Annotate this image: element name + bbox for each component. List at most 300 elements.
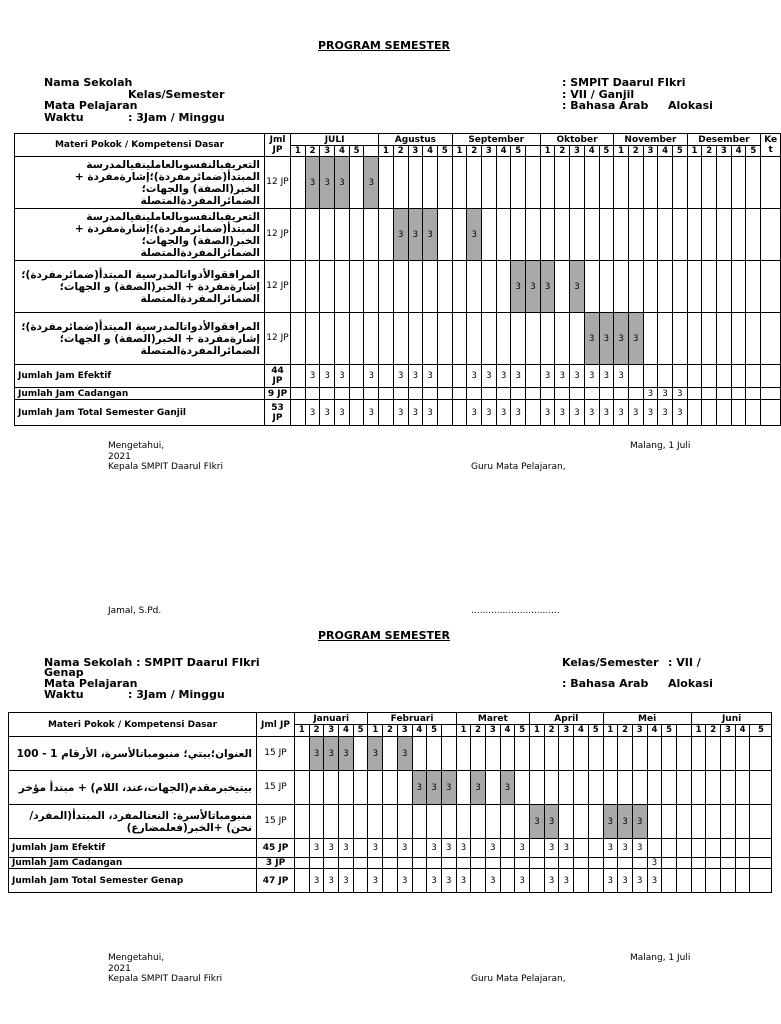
week-cell bbox=[383, 805, 398, 839]
summary-week-cell: 3 bbox=[393, 365, 408, 388]
summary-week-cell: 3 bbox=[320, 365, 335, 388]
week-number: 3 bbox=[721, 725, 736, 737]
col-ket-header: Ke t bbox=[761, 134, 781, 157]
week-cell bbox=[482, 261, 497, 313]
summary-week-cell: 3 bbox=[618, 869, 633, 893]
summary-week-cell bbox=[526, 365, 541, 388]
summary-week-cell bbox=[599, 388, 614, 400]
summary-week-cell bbox=[628, 365, 643, 388]
doc-title-genap: PROGRAM SEMESTER bbox=[318, 629, 450, 642]
week-number: 2 bbox=[618, 725, 633, 737]
summary-jp: 44 JP bbox=[265, 365, 291, 388]
week-number: 2 bbox=[544, 725, 559, 737]
summary-week-cell bbox=[397, 858, 412, 869]
summary-week-cell: 3 bbox=[511, 400, 526, 426]
week-cell bbox=[511, 209, 526, 261]
summary-week-cell: 3 bbox=[482, 400, 497, 426]
summary-week-cell bbox=[662, 839, 677, 858]
week-cell bbox=[702, 209, 717, 261]
ket-cell bbox=[761, 261, 781, 313]
summary-week-cell: 3 bbox=[335, 400, 350, 426]
summary-row bbox=[15, 400, 781, 426]
summary-jp: 9 JP bbox=[265, 388, 291, 400]
week-cell bbox=[676, 771, 691, 805]
summary-week-cell bbox=[368, 858, 383, 869]
week-cell bbox=[628, 157, 643, 209]
summary-week-cell: 3 bbox=[408, 365, 423, 388]
week-cell bbox=[618, 737, 633, 771]
week-cell bbox=[393, 261, 408, 313]
doc-title-ganjil: PROGRAM SEMESTER bbox=[318, 39, 450, 52]
summary-week-cell: 3 bbox=[540, 365, 555, 388]
week-cell bbox=[559, 771, 574, 805]
week-cell bbox=[721, 737, 736, 771]
month-header: Januari bbox=[295, 713, 368, 725]
summary-week-cell bbox=[364, 388, 379, 400]
summary-week-cell: 3 bbox=[647, 858, 662, 869]
mengetahui-text: Mengetahui, bbox=[108, 441, 165, 451]
scheduled-week-cell: 3 bbox=[632, 805, 647, 839]
summary-week-cell: 3 bbox=[339, 869, 354, 893]
ket-cell bbox=[761, 313, 781, 365]
week-number: 4 bbox=[496, 146, 511, 157]
scheduled-week-cell: 3 bbox=[320, 157, 335, 209]
summary-week-cell bbox=[452, 388, 467, 400]
materi-text: بيتيخبرمقدم(الجهات،عند، اللام) + مبتدأ مؤخر bbox=[9, 771, 257, 805]
waktu-label-genap: Waktu bbox=[44, 688, 84, 701]
month-header: JULI bbox=[291, 134, 379, 146]
week-number: 4 bbox=[423, 146, 438, 157]
summary-week-cell bbox=[291, 388, 306, 400]
week-cell bbox=[412, 737, 427, 771]
col-jml-header: Jml JP bbox=[257, 713, 295, 737]
week-number: 1 bbox=[456, 725, 471, 737]
summary-week-cell bbox=[353, 869, 368, 893]
summary-week-cell bbox=[721, 869, 736, 893]
week-cell bbox=[423, 157, 438, 209]
summary-week-cell: 3 bbox=[603, 869, 618, 893]
kelas-label: Kelas/Semester bbox=[128, 88, 225, 101]
week-number: 3 bbox=[324, 725, 339, 737]
summary-week-cell bbox=[662, 869, 677, 893]
nama-kepala-text: Jamal, S.Pd. bbox=[108, 606, 162, 616]
summary-week-cell bbox=[324, 858, 339, 869]
scheduled-week-cell: 3 bbox=[599, 313, 614, 365]
week-number: 5 bbox=[427, 725, 442, 737]
summary-week-cell bbox=[383, 869, 398, 893]
week-cell bbox=[702, 261, 717, 313]
week-cell bbox=[397, 805, 412, 839]
summary-week-cell bbox=[691, 858, 706, 869]
scheduled-week-cell: 3 bbox=[500, 771, 515, 805]
week-number: 3 bbox=[643, 146, 658, 157]
summary-week-cell: 3 bbox=[555, 365, 570, 388]
week-cell bbox=[437, 313, 452, 365]
week-number: 2 bbox=[393, 146, 408, 157]
summary-week-cell bbox=[731, 365, 746, 388]
scheduled-week-cell: 3 bbox=[511, 261, 526, 313]
week-cell bbox=[526, 313, 541, 365]
summary-week-cell bbox=[647, 839, 662, 858]
week-cell bbox=[735, 771, 750, 805]
week-number: 2 bbox=[706, 725, 721, 737]
jp-value: 12 JP bbox=[265, 157, 291, 209]
summary-week-cell: 3 bbox=[427, 869, 442, 893]
week-cell bbox=[305, 261, 320, 313]
ket-cell bbox=[761, 157, 781, 209]
summary-week-cell: 3 bbox=[570, 365, 585, 388]
week-cell bbox=[544, 771, 559, 805]
week-cell bbox=[643, 261, 658, 313]
summary-week-cell bbox=[588, 858, 603, 869]
summary-week-cell: 3 bbox=[339, 839, 354, 858]
summary-week-cell bbox=[339, 858, 354, 869]
scheduled-week-cell: 3 bbox=[526, 261, 541, 313]
materi-row bbox=[15, 313, 781, 365]
week-cell bbox=[717, 313, 732, 365]
week-cell bbox=[588, 771, 603, 805]
scheduled-week-cell: 3 bbox=[540, 261, 555, 313]
summary-week-cell bbox=[544, 858, 559, 869]
summary-week-cell: 3 bbox=[643, 388, 658, 400]
ket-cell bbox=[750, 858, 772, 869]
summary-week-cell bbox=[291, 400, 306, 426]
summary-week-cell: 3 bbox=[603, 839, 618, 858]
header-row-months bbox=[9, 713, 772, 725]
summary-week-cell bbox=[555, 388, 570, 400]
scheduled-week-cell: 3 bbox=[408, 209, 423, 261]
week-cell bbox=[559, 805, 574, 839]
week-cell bbox=[500, 805, 515, 839]
week-cell bbox=[584, 209, 599, 261]
week-cell bbox=[643, 313, 658, 365]
week-cell bbox=[643, 209, 658, 261]
week-cell bbox=[353, 805, 368, 839]
week-number: 4 bbox=[574, 725, 589, 737]
guru-mapel-text: Guru Mata Pelajaran, bbox=[471, 462, 566, 472]
nama-sekolah-label: Nama Sekolah bbox=[44, 76, 133, 89]
schedule-table-genap bbox=[8, 712, 772, 893]
month-header: Mei bbox=[603, 713, 691, 725]
summary-week-cell: 3 bbox=[647, 869, 662, 893]
week-number: 5 bbox=[515, 725, 530, 737]
scheduled-week-cell: 3 bbox=[544, 805, 559, 839]
week-cell bbox=[393, 157, 408, 209]
week-cell bbox=[643, 157, 658, 209]
week-cell bbox=[368, 805, 383, 839]
scheduled-week-cell: 3 bbox=[335, 157, 350, 209]
week-number: 5 bbox=[437, 146, 452, 157]
week-cell bbox=[691, 805, 706, 839]
summary-week-cell bbox=[735, 858, 750, 869]
summary-week-cell bbox=[515, 858, 530, 869]
summary-week-cell: 3 bbox=[658, 388, 673, 400]
summary-week-cell bbox=[574, 869, 589, 893]
tanggal-text: Malang, 1 Juli bbox=[630, 441, 691, 451]
summary-week-cell bbox=[588, 839, 603, 858]
mapel-value-genap: : Bahasa Arab bbox=[562, 677, 649, 690]
summary-week-cell: 3 bbox=[305, 365, 320, 388]
ket-cell bbox=[750, 771, 772, 805]
summary-week-cell bbox=[530, 869, 545, 893]
summary-week-cell bbox=[467, 388, 482, 400]
week-cell bbox=[397, 771, 412, 805]
summary-week-cell bbox=[588, 869, 603, 893]
scheduled-week-cell: 3 bbox=[339, 737, 354, 771]
scheduled-week-cell: 3 bbox=[584, 313, 599, 365]
summary-week-cell bbox=[746, 388, 761, 400]
materi-text: المرافقوالأدواتالمدرسية المبتدأ(ضمائرمفردة)؛ إشارةمفردة + الخبر(الصفة) و الجهات؛ الضمائرالمفردةالمتصلة bbox=[15, 261, 265, 313]
week-cell bbox=[672, 209, 687, 261]
week-cell bbox=[349, 261, 364, 313]
genap-word: Genap bbox=[44, 666, 84, 679]
week-cell bbox=[555, 261, 570, 313]
week-number: 2 bbox=[305, 146, 320, 157]
summary-week-cell bbox=[496, 388, 511, 400]
summary-week-cell: 3 bbox=[555, 400, 570, 426]
week-cell bbox=[291, 261, 306, 313]
summary-week-cell bbox=[676, 858, 691, 869]
mapel-label-genap: Mata Pelajaran bbox=[44, 677, 138, 690]
week-number bbox=[441, 725, 456, 737]
scheduled-week-cell: 3 bbox=[393, 209, 408, 261]
summary-week-cell bbox=[731, 388, 746, 400]
summary-label: Jumlah Jam Efektif bbox=[9, 839, 257, 858]
summary-week-cell: 3 bbox=[368, 839, 383, 858]
week-cell bbox=[471, 805, 486, 839]
week-cell bbox=[515, 805, 530, 839]
week-number: 4 bbox=[500, 725, 515, 737]
summary-week-cell: 3 bbox=[599, 400, 614, 426]
week-cell bbox=[706, 771, 721, 805]
summary-week-cell bbox=[676, 839, 691, 858]
week-cell bbox=[500, 737, 515, 771]
week-number: 3 bbox=[717, 146, 732, 157]
week-cell bbox=[570, 313, 585, 365]
week-cell bbox=[437, 209, 452, 261]
summary-week-cell bbox=[437, 388, 452, 400]
week-cell bbox=[349, 157, 364, 209]
week-cell bbox=[496, 157, 511, 209]
summary-week-cell: 3 bbox=[485, 839, 500, 858]
summary-week-cell bbox=[706, 858, 721, 869]
waktu-value: : 3Jam / Minggu bbox=[128, 111, 225, 124]
week-cell bbox=[544, 737, 559, 771]
summary-week-cell bbox=[676, 869, 691, 893]
materi-text: العنوان؛بيتي؛ منبومباتالأسرة، الأرقام 1 - 100 bbox=[9, 737, 257, 771]
mengetahui-text-genap: Mengetahui, bbox=[108, 953, 165, 963]
summary-week-cell: 3 bbox=[584, 365, 599, 388]
week-cell bbox=[691, 737, 706, 771]
week-number: 1 bbox=[368, 725, 383, 737]
week-number: 3 bbox=[482, 146, 497, 157]
scheduled-week-cell: 3 bbox=[628, 313, 643, 365]
week-cell bbox=[702, 157, 717, 209]
summary-label: Jumlah Jam Total Semester Genap bbox=[9, 869, 257, 893]
week-cell bbox=[540, 313, 555, 365]
week-cell bbox=[746, 157, 761, 209]
week-cell bbox=[364, 313, 379, 365]
week-cell bbox=[379, 209, 394, 261]
summary-week-cell: 3 bbox=[456, 869, 471, 893]
summary-week-cell bbox=[412, 839, 427, 858]
week-cell bbox=[456, 771, 471, 805]
summary-week-cell bbox=[335, 388, 350, 400]
month-header: Oktober bbox=[540, 134, 613, 146]
week-cell bbox=[735, 805, 750, 839]
scheduled-week-cell: 3 bbox=[324, 737, 339, 771]
summary-week-cell bbox=[584, 388, 599, 400]
materi-text: التعريفبالنفسوبالعاملينفيالمدرسة المبتدأ(ضمائرمفردة)؛إشارةمفردة + الخبر(الصفة) والجهات؛ الضمائرالمفردةالمتصلة bbox=[15, 157, 265, 209]
week-cell bbox=[305, 209, 320, 261]
summary-week-cell bbox=[706, 839, 721, 858]
week-cell bbox=[555, 157, 570, 209]
week-cell bbox=[676, 805, 691, 839]
summary-week-cell bbox=[423, 388, 438, 400]
summary-week-cell: 3 bbox=[559, 869, 574, 893]
summary-week-cell: 3 bbox=[544, 869, 559, 893]
week-cell bbox=[731, 261, 746, 313]
summary-week-cell bbox=[702, 365, 717, 388]
summary-week-cell: 3 bbox=[324, 869, 339, 893]
summary-week-cell bbox=[717, 365, 732, 388]
week-cell bbox=[309, 771, 324, 805]
kelas-value-genap: : VII / bbox=[668, 656, 701, 669]
summary-week-cell bbox=[412, 869, 427, 893]
week-number: 4 bbox=[412, 725, 427, 737]
summary-week-cell: 3 bbox=[393, 400, 408, 426]
week-cell bbox=[706, 737, 721, 771]
summary-week-cell bbox=[437, 365, 452, 388]
summary-week-cell bbox=[735, 839, 750, 858]
week-cell bbox=[467, 313, 482, 365]
week-number: 1 bbox=[691, 725, 706, 737]
week-cell bbox=[687, 261, 702, 313]
summary-week-cell bbox=[643, 365, 658, 388]
week-cell bbox=[628, 261, 643, 313]
week-cell bbox=[291, 209, 306, 261]
scheduled-week-cell: 3 bbox=[368, 737, 383, 771]
week-cell bbox=[676, 737, 691, 771]
summary-week-cell bbox=[309, 858, 324, 869]
week-cell bbox=[662, 805, 677, 839]
week-cell bbox=[305, 313, 320, 365]
week-number: 2 bbox=[628, 146, 643, 157]
week-cell bbox=[379, 261, 394, 313]
summary-week-cell bbox=[349, 365, 364, 388]
summary-week-cell: 3 bbox=[423, 400, 438, 426]
summary-week-cell bbox=[437, 400, 452, 426]
summary-week-cell bbox=[427, 858, 442, 869]
week-cell bbox=[408, 313, 423, 365]
week-number bbox=[526, 146, 541, 157]
jp-value: 15 JP bbox=[257, 737, 295, 771]
summary-week-cell bbox=[746, 365, 761, 388]
summary-week-cell bbox=[353, 858, 368, 869]
summary-week-cell bbox=[349, 388, 364, 400]
week-cell bbox=[511, 313, 526, 365]
summary-week-cell bbox=[452, 400, 467, 426]
week-cell bbox=[687, 209, 702, 261]
summary-week-cell bbox=[500, 869, 515, 893]
week-cell bbox=[702, 313, 717, 365]
summary-week-cell: 3 bbox=[672, 388, 687, 400]
week-cell bbox=[570, 209, 585, 261]
summary-week-cell: 3 bbox=[515, 839, 530, 858]
week-cell bbox=[335, 261, 350, 313]
week-cell bbox=[717, 261, 732, 313]
week-cell bbox=[717, 157, 732, 209]
summary-week-cell: 3 bbox=[482, 365, 497, 388]
week-cell bbox=[452, 313, 467, 365]
week-cell bbox=[353, 737, 368, 771]
summary-week-cell bbox=[412, 858, 427, 869]
week-cell bbox=[427, 737, 442, 771]
summary-week-cell: 3 bbox=[364, 400, 379, 426]
week-number: 4 bbox=[335, 146, 350, 157]
week-cell bbox=[632, 771, 647, 805]
week-number: 5 bbox=[662, 725, 677, 737]
summary-week-cell: 3 bbox=[570, 400, 585, 426]
week-cell bbox=[353, 771, 368, 805]
summary-week-cell: 3 bbox=[364, 365, 379, 388]
ket-cell bbox=[750, 805, 772, 839]
week-number: 5 bbox=[353, 725, 368, 737]
summary-row bbox=[15, 388, 781, 400]
week-number: 1 bbox=[295, 725, 310, 737]
week-cell bbox=[588, 805, 603, 839]
summary-week-cell bbox=[383, 839, 398, 858]
week-cell bbox=[423, 313, 438, 365]
week-cell bbox=[482, 209, 497, 261]
week-number: 1 bbox=[291, 146, 306, 157]
summary-week-cell bbox=[379, 388, 394, 400]
summary-label: Jumlah Jam Total Semester Ganjil bbox=[15, 400, 265, 426]
week-cell bbox=[368, 771, 383, 805]
week-cell bbox=[485, 805, 500, 839]
week-cell bbox=[672, 261, 687, 313]
week-cell bbox=[687, 313, 702, 365]
week-cell bbox=[540, 157, 555, 209]
summary-week-cell bbox=[687, 388, 702, 400]
summary-week-cell bbox=[614, 388, 629, 400]
week-cell bbox=[412, 805, 427, 839]
week-cell bbox=[456, 805, 471, 839]
week-cell bbox=[731, 313, 746, 365]
week-cell bbox=[603, 737, 618, 771]
week-cell bbox=[349, 209, 364, 261]
summary-week-cell: 3 bbox=[515, 869, 530, 893]
summary-week-cell bbox=[526, 388, 541, 400]
week-cell bbox=[320, 209, 335, 261]
summary-week-cell: 3 bbox=[467, 400, 482, 426]
week-cell bbox=[599, 157, 614, 209]
week-cell bbox=[339, 771, 354, 805]
summary-week-cell bbox=[691, 869, 706, 893]
summary-week-cell bbox=[530, 839, 545, 858]
jp-value: 15 JP bbox=[257, 771, 295, 805]
summary-week-cell: 3 bbox=[540, 400, 555, 426]
summary-week-cell: 3 bbox=[632, 869, 647, 893]
summary-jp: 47 JP bbox=[257, 869, 295, 893]
week-cell bbox=[672, 157, 687, 209]
week-cell bbox=[339, 805, 354, 839]
mapel-value: : Bahasa Arab bbox=[562, 99, 649, 112]
summary-week-cell: 3 bbox=[618, 839, 633, 858]
week-cell bbox=[530, 771, 545, 805]
week-cell bbox=[437, 157, 452, 209]
summary-week-cell: 3 bbox=[496, 365, 511, 388]
